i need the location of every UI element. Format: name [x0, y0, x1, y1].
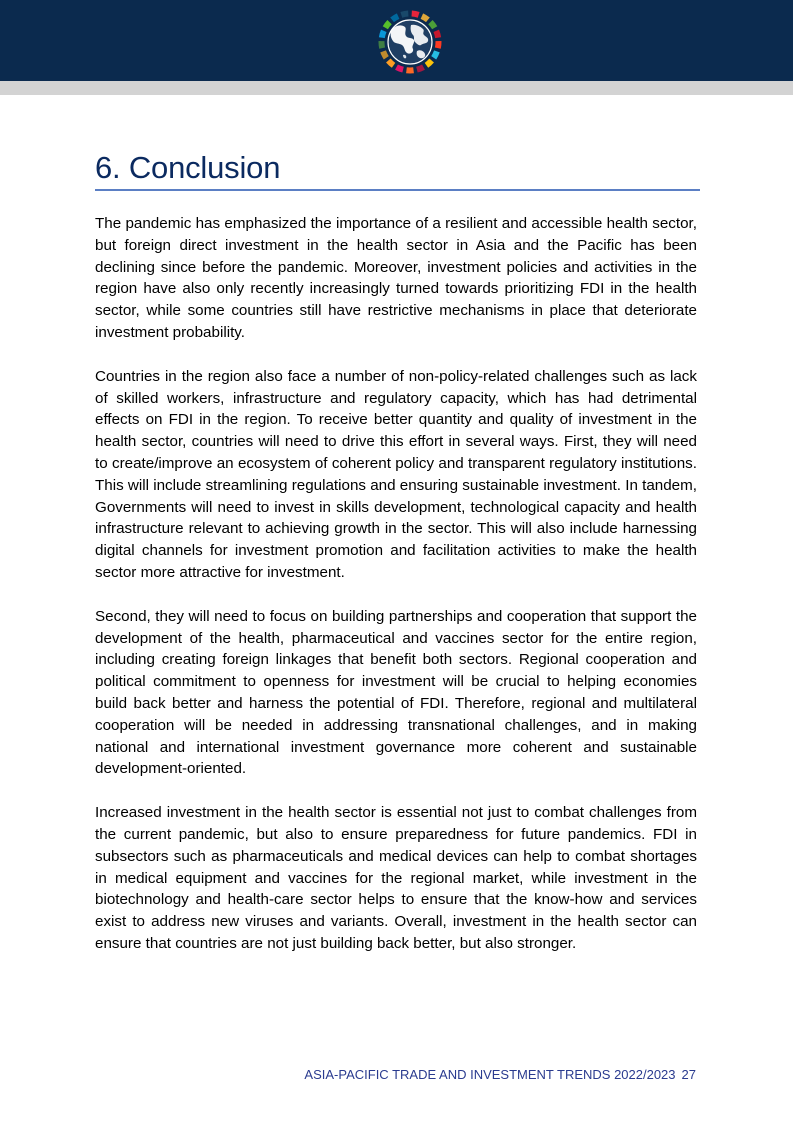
sdg-wheel-segment — [422, 16, 428, 20]
sdg-wheel-segment — [426, 61, 431, 66]
sdg-wheel-segment — [383, 51, 386, 57]
paragraph-2: Countries in the region also face a number of non-policy-related challenges such as lack of skilled workers, infrastructure and regulatory capacity, which has had detrimental effects on FDI in the region. To receive better quantity and quality of investment in the health sector, countries will need to drive this effort in several ways. First, they will need to create/improve an ecosystem of coherent policy and transparent regulatory institutions. This will include streamlining regulations and ensuring sustainable investment. In tandem, Governments will need to invest in skills development, technological capacity and health infrastructure relevant to achieving growth in the sector. This will also include harnessing digital channels for investment promotion and facilitation activities to make the health sector more attractive for investment. — [95, 367, 697, 581]
page-footer — [304, 1066, 696, 1084]
publication-title: ASIA-PACIFIC TRADE AND INVESTMENT TRENDS 2022/2023 — [304, 1067, 676, 1082]
sdg-wheel-segment — [436, 31, 438, 38]
sdg-wheel-segment — [438, 41, 439, 48]
body-text — [95, 213, 697, 977]
header-strip — [0, 81, 793, 95]
sdg-wheel-segment — [434, 51, 437, 57]
sdg-wheel-segment — [388, 61, 393, 66]
paragraph-4: Increased investment in the health sector is essential not just to combat challenges from the current pandemic, but also to ensure preparedness for future pandemics. FDI in subsectors such as pharmaceuticals and medical devices can help to combat shortages in medical equipment and vaccines for the regional market, while investment in the biotechnology and health-care sector helps to ensure that the know-how and services exist to address new viruses and variants. Overall, investment in the health sector can ensure that countries are not just building back better, but also stronger. — [95, 804, 697, 952]
sdg-wheel-segment — [385, 22, 389, 28]
sdg-wheel-segment — [417, 67, 424, 70]
page-title: 6. Conclusion — [95, 150, 281, 185]
sdg-wheel-segment — [401, 14, 408, 15]
sdg-wheel-segment — [412, 14, 419, 15]
paragraph-1: The pandemic has emphasized the importance of a resilient and accessible health sector, but foreign direct investment in the health sector in Asia and the Pacific has been declining since before the pandemic. Moreover, investment policies and activities in the region have also only recently increasingly turned towards prioritizing FDI in the health sector, while some countries still have restrictive mechanisms in place that deteriorate investment probability. — [95, 215, 697, 341]
sdg-wheel-segment — [382, 31, 384, 38]
title-underline — [95, 189, 700, 191]
paragraph-3: Second, they will need to focus on building partnerships and cooperation that support the development of the health, pharmaceutical and vaccines sector for the entire region, including creating foreign linkages that benefit both sectors. Regional cooperation and political commitment to openness for investment will be crucial to helping economies build back better and harness the potential of FDI. Therefore, regional and multilateral cooperation will be needed in addressing transnational challenges, and in making national and international investment governance more coherent and sustainable development-oriented. — [95, 607, 697, 778]
sdg-globe-wheel-icon — [377, 9, 443, 75]
sdg-wheel-segment — [396, 67, 403, 70]
sdg-wheel-segment — [392, 16, 398, 20]
header-band — [0, 0, 793, 81]
page-number: 27 — [681, 1067, 696, 1082]
sdg-wheel-segment — [381, 41, 382, 48]
sdg-wheel-segment — [430, 22, 434, 28]
